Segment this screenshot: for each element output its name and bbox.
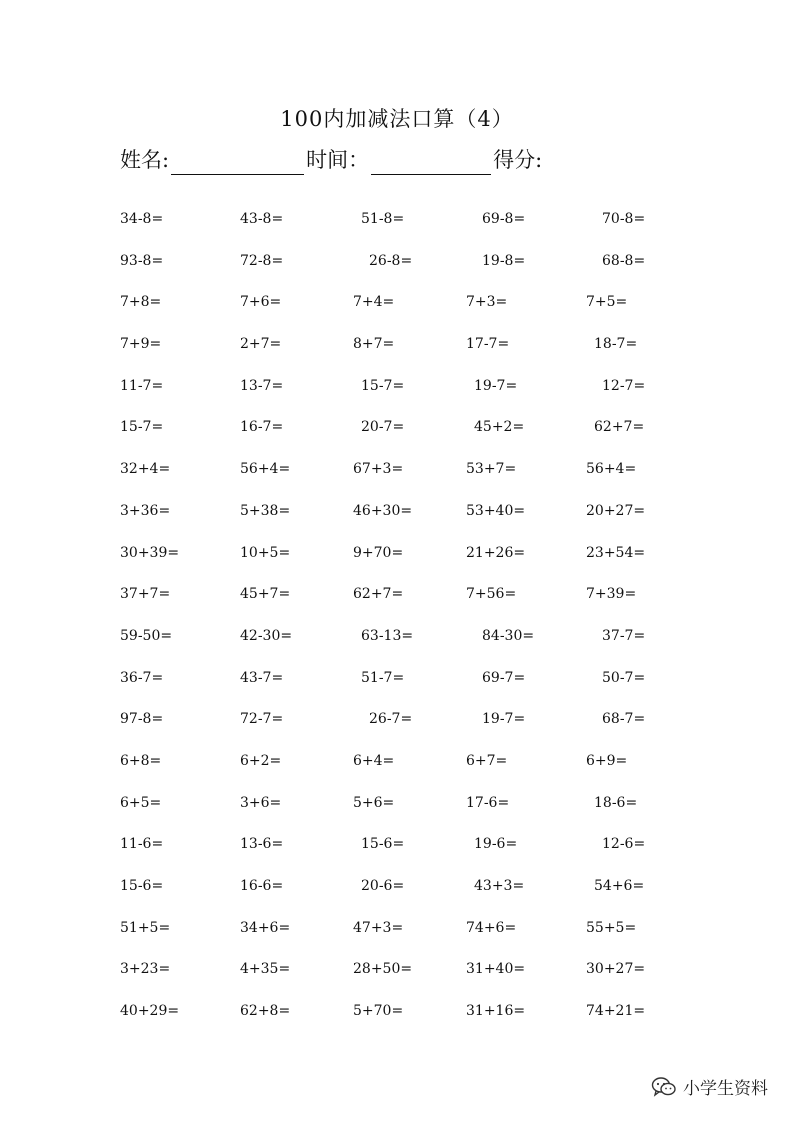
problem-item: 19-7= bbox=[482, 711, 526, 728]
problem-item: 12-6= bbox=[602, 836, 646, 853]
problem-item: 56+4= bbox=[586, 461, 637, 478]
problem-row bbox=[0, 668, 794, 710]
problem-item: 6+4= bbox=[353, 752, 395, 769]
problem-item: 93-8= bbox=[120, 252, 164, 269]
problem-item: 67+3= bbox=[353, 461, 404, 478]
problem-item: 53+7= bbox=[466, 461, 517, 478]
watermark-text: 小学生资料 bbox=[683, 1079, 768, 1099]
problem-item: 55+5= bbox=[586, 919, 637, 936]
problem-item: 6+7= bbox=[466, 752, 508, 769]
problem-item: 7+6= bbox=[240, 294, 282, 311]
problem-item: 28+50= bbox=[353, 961, 413, 978]
problem-item: 62+7= bbox=[594, 419, 645, 436]
watermark bbox=[651, 1074, 768, 1099]
problem-item: 7+39= bbox=[586, 586, 637, 603]
problem-item: 9+70= bbox=[353, 544, 404, 561]
problem-item: 16-6= bbox=[240, 878, 284, 894]
problem-item: 23+54= bbox=[586, 544, 646, 561]
problem-item: 30+39= bbox=[120, 544, 180, 561]
problem-item: 6+5= bbox=[120, 794, 162, 811]
problem-item: 13-7= bbox=[240, 377, 284, 394]
problem-item: 7+9= bbox=[120, 336, 162, 353]
problem-item: 50-7= bbox=[602, 669, 646, 686]
problem-item: 74+21= bbox=[586, 1003, 646, 1020]
problem-row bbox=[0, 376, 794, 418]
problem-item: 15-6= bbox=[120, 878, 164, 894]
problem-item: 56+4= bbox=[240, 461, 291, 478]
problem-row bbox=[0, 793, 794, 835]
problem-item: 5+38= bbox=[240, 502, 291, 519]
problem-item: 15-6= bbox=[361, 836, 405, 853]
problem-item: 6+8= bbox=[120, 752, 162, 769]
problem-item: 13-6= bbox=[240, 836, 284, 853]
wechat-icon bbox=[651, 1076, 677, 1098]
problem-item: 7+4= bbox=[353, 294, 395, 311]
problem-row bbox=[0, 709, 794, 751]
problem-item: 3+36= bbox=[120, 502, 171, 519]
problem-item: 18-6= bbox=[594, 794, 638, 811]
problem-item: 15-7= bbox=[120, 419, 164, 436]
problem-row bbox=[0, 584, 794, 626]
problem-row bbox=[0, 209, 794, 251]
problem-item: 51-7= bbox=[361, 669, 405, 686]
problem-item: 11-6= bbox=[120, 836, 164, 853]
problem-row bbox=[0, 959, 794, 1001]
problem-item: 7+8= bbox=[120, 294, 162, 311]
problem-item: 32+4= bbox=[120, 461, 171, 478]
problem-item: 20+27= bbox=[586, 502, 646, 519]
problem-row bbox=[0, 334, 794, 376]
problem-item: 18-7= bbox=[594, 336, 638, 353]
problem-row bbox=[0, 834, 794, 876]
problem-item: 17-6= bbox=[466, 794, 510, 811]
problem-item: 21+26= bbox=[466, 544, 526, 561]
problem-item: 62+7= bbox=[353, 586, 404, 603]
problem-item: 31+40= bbox=[466, 961, 526, 978]
problem-item: 54+6= bbox=[594, 878, 645, 894]
problem-item: 51+5= bbox=[120, 919, 171, 936]
problem-item: 42-30= bbox=[240, 627, 293, 644]
problem-row bbox=[0, 751, 794, 793]
problem-item: 34+6= bbox=[240, 919, 291, 936]
problem-item: 43-7= bbox=[240, 669, 284, 686]
problem-item: 7+56= bbox=[466, 586, 517, 603]
problem-item: 7+3= bbox=[466, 294, 508, 311]
problem-item: 36-7= bbox=[120, 669, 164, 686]
problem-item: 34-8= bbox=[120, 211, 164, 227]
problem-item: 5+6= bbox=[353, 794, 395, 811]
problem-item: 5+70= bbox=[353, 1003, 404, 1020]
problem-item: 15-7= bbox=[361, 377, 405, 394]
problem-item: 69-8= bbox=[482, 211, 526, 227]
problem-item: 19-8= bbox=[482, 252, 526, 269]
problem-grid bbox=[0, 209, 794, 1043]
problem-row bbox=[0, 543, 794, 585]
problem-item: 72-8= bbox=[240, 252, 284, 269]
problem-item: 51-8= bbox=[361, 211, 405, 227]
problem-row bbox=[0, 626, 794, 668]
problem-item: 68-7= bbox=[602, 711, 646, 728]
problem-item: 8+7= bbox=[353, 336, 395, 353]
problem-item: 59-50= bbox=[120, 627, 173, 644]
problem-item: 19-7= bbox=[474, 377, 518, 394]
problem-row bbox=[0, 876, 794, 918]
student-info-row bbox=[120, 143, 542, 175]
name-label: 姓名: bbox=[120, 148, 170, 172]
problem-item: 4+35= bbox=[240, 961, 291, 978]
problem-item: 3+6= bbox=[240, 794, 282, 811]
problem-item: 20-6= bbox=[361, 878, 405, 894]
problem-row bbox=[0, 459, 794, 501]
problem-row bbox=[0, 1001, 794, 1043]
problem-item: 37-7= bbox=[602, 627, 646, 644]
problem-item: 2+7= bbox=[240, 336, 282, 353]
problem-item: 43+3= bbox=[474, 878, 525, 894]
page-title: 100内加减法口算（4） bbox=[280, 107, 514, 131]
problem-item: 30+27= bbox=[586, 961, 646, 978]
problem-item: 3+23= bbox=[120, 961, 171, 978]
problem-item: 97-8= bbox=[120, 711, 164, 728]
problem-item: 53+40= bbox=[466, 502, 526, 519]
problem-item: 69-7= bbox=[482, 669, 526, 686]
problem-item: 84-30= bbox=[482, 627, 535, 644]
problem-item: 26-8= bbox=[369, 252, 413, 269]
problem-item: 68-8= bbox=[602, 252, 646, 269]
problem-item: 70-8= bbox=[602, 211, 646, 227]
problem-item: 31+16= bbox=[466, 1003, 526, 1020]
time-label: 时间： bbox=[306, 148, 370, 172]
problem-row bbox=[0, 918, 794, 960]
problem-item: 40+29= bbox=[120, 1003, 180, 1020]
problem-item: 63-13= bbox=[361, 627, 414, 644]
time-blank[interactable] bbox=[371, 148, 491, 175]
problem-item: 6+2= bbox=[240, 752, 282, 769]
problem-row bbox=[0, 501, 794, 543]
problem-item: 19-6= bbox=[474, 836, 518, 853]
problem-item: 11-7= bbox=[120, 377, 164, 394]
problem-item: 17-7= bbox=[466, 336, 510, 353]
problem-item: 74+6= bbox=[466, 919, 517, 936]
problem-item: 26-7= bbox=[369, 711, 413, 728]
problem-item: 45+7= bbox=[240, 586, 291, 603]
name-blank[interactable] bbox=[171, 148, 304, 175]
problem-item: 37+7= bbox=[120, 586, 171, 603]
problem-item: 20-7= bbox=[361, 419, 405, 436]
problem-item: 7+5= bbox=[586, 294, 628, 311]
problem-item: 6+9= bbox=[586, 752, 628, 769]
problem-row bbox=[0, 417, 794, 459]
score-label: 得分: bbox=[493, 148, 543, 172]
problem-item: 45+2= bbox=[474, 419, 525, 436]
problem-item: 16-7= bbox=[240, 419, 284, 436]
problem-row bbox=[0, 251, 794, 293]
problem-item: 47+3= bbox=[353, 919, 404, 936]
problem-row bbox=[0, 292, 794, 334]
problem-item: 62+8= bbox=[240, 1003, 291, 1020]
problem-item: 12-7= bbox=[602, 377, 646, 394]
problem-item: 43-8= bbox=[240, 211, 284, 227]
problem-item: 46+30= bbox=[353, 502, 413, 519]
problem-item: 10+5= bbox=[240, 544, 291, 561]
problem-item: 72-7= bbox=[240, 711, 284, 728]
